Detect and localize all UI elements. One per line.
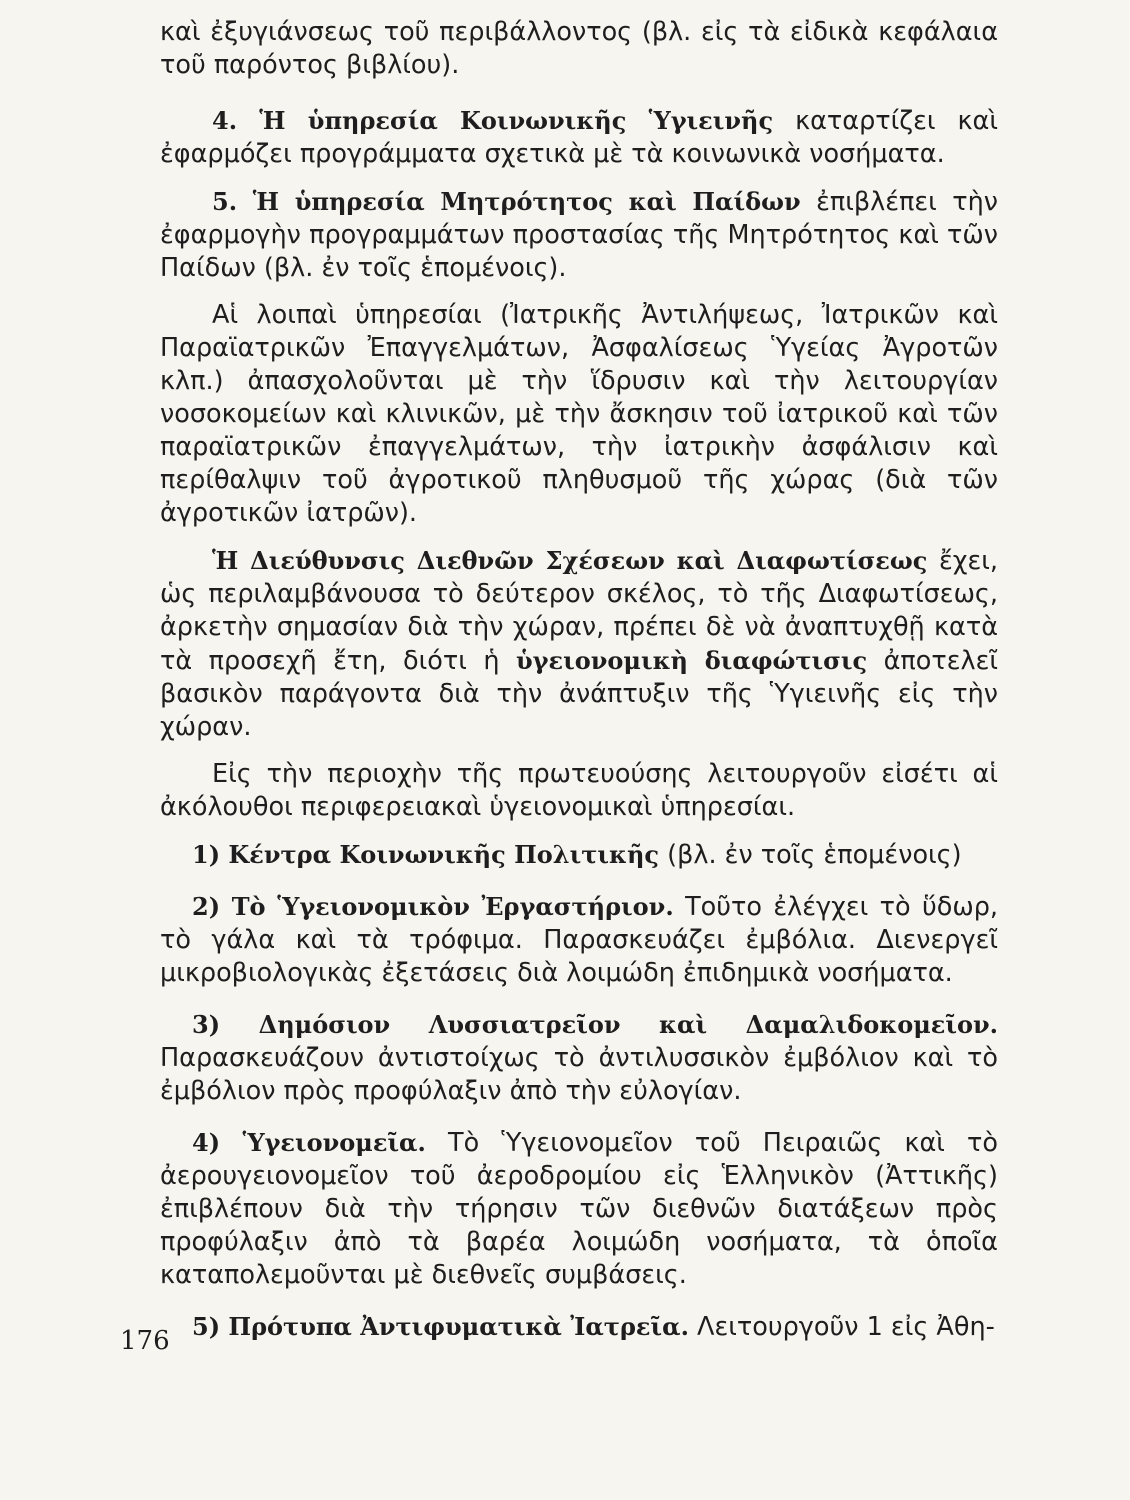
paragraph-international-relations (160, 544, 998, 744)
paragraph-text: καὶ ἐξυγιάνσεως τοῦ περιβάλλοντος (βλ. εἰς τὰ εἰδικὰ κεφάλαια τοῦ παρόντος βιβλίου). (160, 17, 998, 80)
paragraph-lead: Ἡ Διεύθυνσις Διεθνῶν Σχέσεων καὶ Διαφωτίσεως (212, 546, 928, 575)
paragraph-text: Εἰς τὴν περιοχὴν τῆς πρωτευούσης λειτουργοῦν εἰσέτι αἱ ἀκόλουθοι περιφερειακαὶ ὑγειονομικαὶ ὑπηρεσίαι. (160, 759, 998, 822)
paragraph-other-services (160, 299, 998, 530)
paragraph-regional-services (160, 758, 998, 824)
list-item-lead: 3) Δημόσιον Λυσσιατρεῖον καὶ Δαμαλιδοκομεῖον. (192, 1010, 998, 1039)
list-item-lead: 5) Πρότυπα Ἀντιφυματικὰ Ἰατρεῖα. (192, 1312, 689, 1341)
page-number: 176 (120, 1326, 170, 1356)
paragraph-item-5 (160, 185, 998, 285)
list-item-1 (160, 838, 998, 872)
document-page (160, 16, 998, 1362)
list-item-lead: 1) Κέντρα Κοινωνικῆς Πολιτικῆς (192, 840, 660, 869)
list-item-lead: 2) Τὸ Ὑγειονομικὸν Ἐργαστήριον. (192, 892, 674, 921)
list-item-5 (160, 1310, 998, 1344)
paragraph-text: Αἱ λοιπαὶ ὑπηρεσίαι (Ἰατρικῆς Ἀντιλήψεως, Ἰατρικῶν καὶ Παραϊατρικῶν Ἐπαγγελμάτων, Ἀσφαλίσεως Ὑγείας Ἀγροτῶν κλπ.) ἀπασχολοῦνται μὲ τὴν ἵδρυσιν καὶ τὴν λειτουργίαν νοσοκομείων καὶ κλινικῶν, μὲ τὴν ἄσκησιν τοῦ ἰατρικοῦ καὶ τῶν παραϊατρικῶν ἐπαγγελμάτων, τὴν ἰατρικὴν ἀσφάλισιν καὶ περίθαλψιν τοῦ ἀγροτικοῦ πληθυσμοῦ τῆς χώρας (διὰ τῶν ἀγροτικῶν ἰατρῶν). (160, 300, 998, 528)
paragraph-bold-term: ὑγειονομικὴ διαφώτισις (516, 646, 868, 675)
list-item-text: Τὸ Ὑγειονομεῖον τοῦ Πειραιῶς καὶ τὸ ἀερουγειονομεῖον τοῦ ἀεροδρομίου εἰς Ἑλληνικὸν (Ἀττικῆς) ἐπιβλέπουν διὰ τὴν τήρησιν τῶν διεθνῶν διατάξεων πρὸς προφύλαξιν ἀπὸ τὰ βαρέα λοιμώδη νοσήματα, τὰ ὁποῖα καταπολεμοῦνται μὲ διεθνεῖς συμβάσεις. (160, 1128, 999, 1290)
paragraph-continuation (160, 16, 998, 82)
paragraph-text: ἔχει, ὡς περιλαμβάνουσα τὸ δεύτερον σκέλος, τὸ τῆς Διαφωτίσεως, ἀρκετὴν σημασίαν διὰ τὴν χώραν, πρέπει δὲ νὰ ἀναπτυχθῇ κατὰ τὰ προσεχῆ ἔτη, διότι ἡ (160, 546, 998, 676)
paragraph-text-tail: ἀποτελεῖ βασικὸν παράγοντα διὰ τὴν ἀνάπτυξιν τῆς Ὑγιεινῆς εἰς τὴν χώραν. (160, 646, 998, 742)
list-item-3 (160, 1008, 998, 1108)
list-item-text: Παρασκευάζουν ἀντιστοίχως τὸ ἀντιλυσσικὸν ἐμβόλιον καὶ τὸ ἐμβόλιον πρὸς προφύλαξιν ἀπὸ τὴν εὐλογίαν. (160, 1043, 998, 1106)
paragraph-item-4 (160, 104, 998, 171)
list-item-text: Λειτουργοῦν 1 εἰς Ἀθη- (688, 1312, 995, 1342)
list-item-2 (160, 890, 998, 990)
paragraph-lead: 5. Ἡ ὑπηρεσία Μητρότητος καὶ Παίδων (212, 187, 801, 216)
list-item-text: (βλ. ἐν τοῖς ἑπομένοις) (659, 840, 962, 870)
paragraph-text: ἐπιβλέπει τὴν ἐφαρμογὴν προγραμμάτων προστασίας τῆς Μητρότητος καὶ τῶν Παίδων (βλ. ἐν τοῖς ἑπομένοις). (160, 187, 998, 283)
list-item-text: Τοῦτο ἐλέγχει τὸ ὕδωρ, τὸ γάλα καὶ τὰ τρόφιμα. Παρασκευάζει ἐμβόλια. Διενεργεῖ μικροβιολογικὰς ἐξετάσεις διὰ λοιμώδη ἐπιδημικὰ νοσήματα. (160, 892, 999, 988)
list-item-lead: 4) Ὑγειονομεῖα. (192, 1128, 426, 1157)
paragraph-lead: 4. Ἡ ὑπηρεσία Κοινωνικῆς Ὑγιεινῆς (212, 106, 774, 135)
list-item-4 (160, 1126, 998, 1292)
paragraph-text: καταρτίζει καὶ ἐφαρμόζει προγράμματα σχετικὰ μὲ τὰ κοινωνικὰ νοσήματα. (160, 106, 998, 169)
